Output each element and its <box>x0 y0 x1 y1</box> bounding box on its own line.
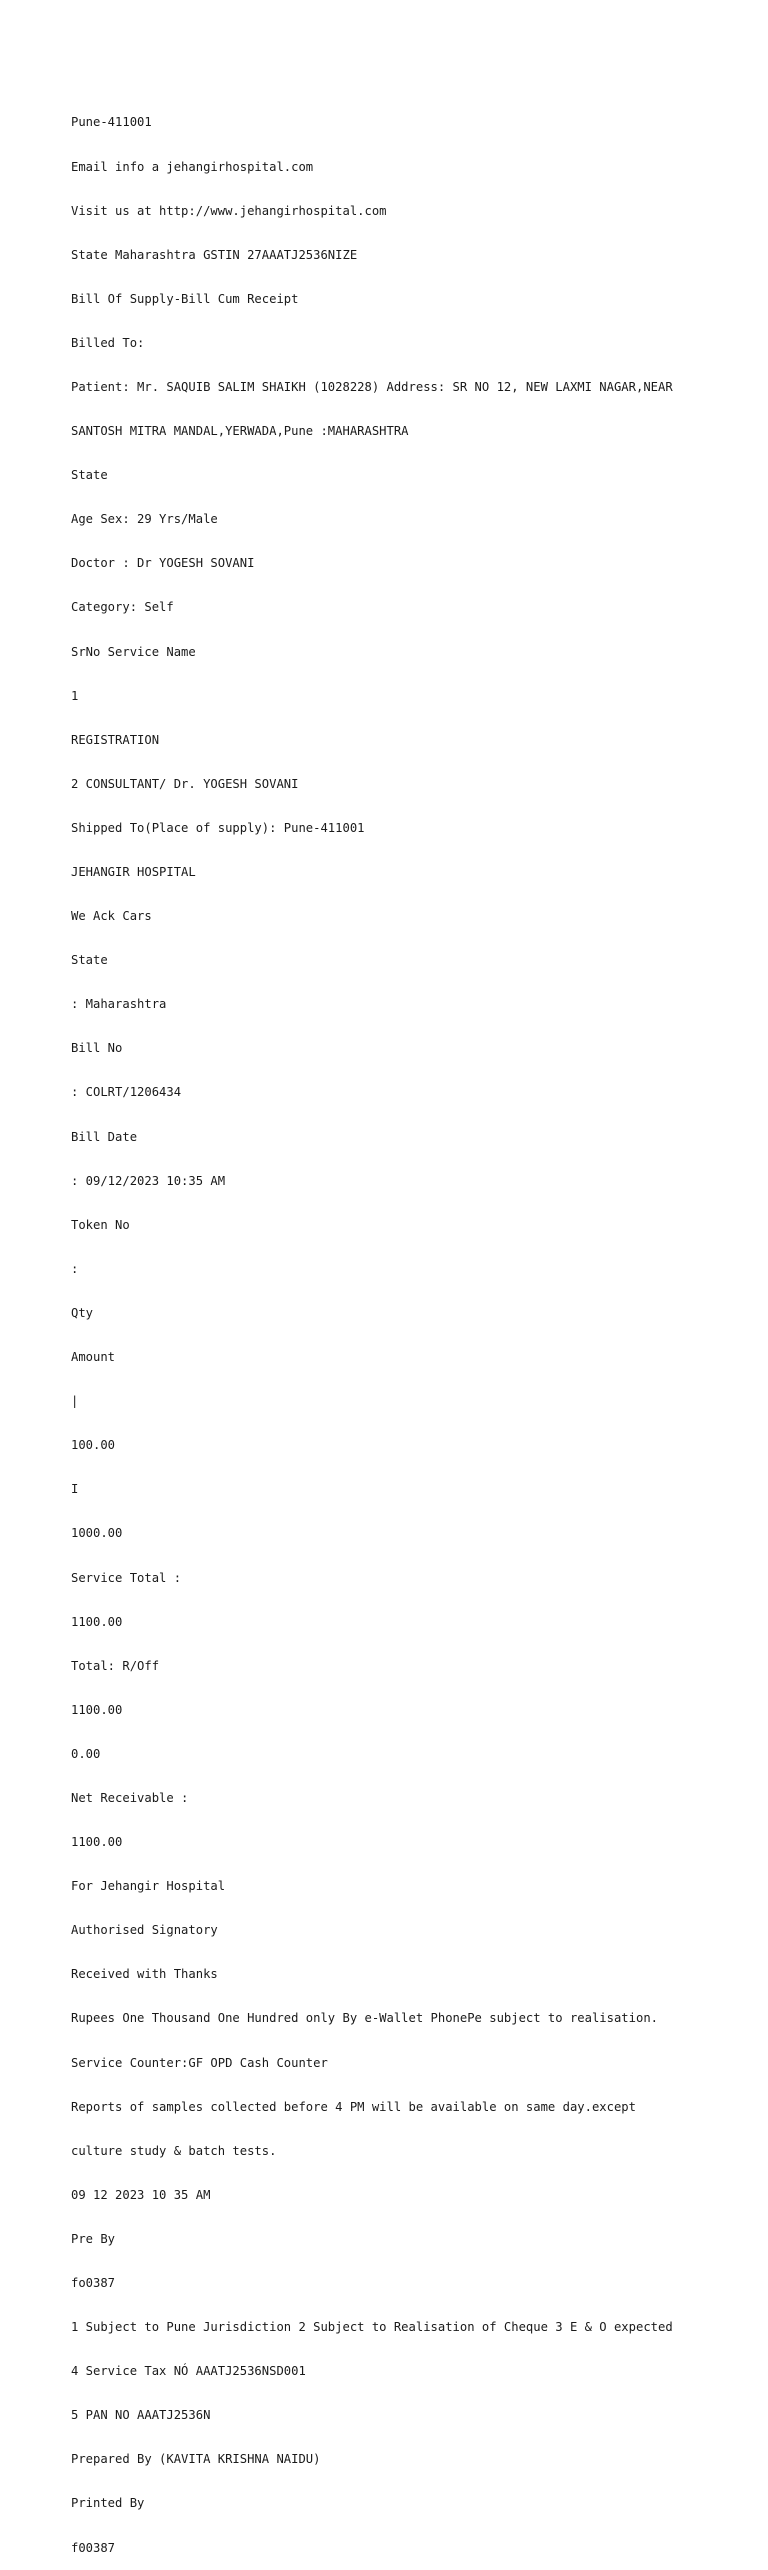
website-line: Visit us at http://www.jehangirhospital.com <box>71 203 387 218</box>
bill-title: Bill Of Supply-Bill Cum Receipt <box>71 291 299 306</box>
pre-by-value: fo0387 <box>71 2276 116 2290</box>
separator-bar: | <box>71 1394 79 1409</box>
bill-date-value: : 09/12/2023 10:35 AM <box>71 1173 226 1188</box>
terms-line-2: 4 Service Tax NÓ AAATJ2536NSD001 <box>71 2364 306 2379</box>
service-total-value: 1100.00 <box>71 1614 123 1629</box>
address-pin-line: Pune-411001 <box>71 115 152 130</box>
service-consultant: 2 CONSULTANT/ Dr. YOGESH SOVANI <box>71 776 299 791</box>
hospital-name: JEHANGIR HOSPITAL <box>71 865 196 879</box>
roff-value: 0.00 <box>71 1746 101 1761</box>
patient-line: Patient: Mr. SAQUIB SALIM SHAIKH (1028228) Address: SR NO 12, NEW LAXMI NAGAR,NEAR <box>71 379 673 394</box>
terms-line-1: 1 Subject to Pune Jurisdiction 2 Subject to Realisation of Cheque 3 E & O expected <box>71 2320 673 2335</box>
service-srno-1: 1 <box>71 688 79 703</box>
net-receivable-label: Net Receivable : <box>71 1790 189 1805</box>
service-header: SrNo Service Name <box>71 644 196 659</box>
service-total-label: Service Total : <box>71 1570 182 1585</box>
amount-consultant: 1000.00 <box>71 1526 123 1541</box>
state-label-2: State <box>71 953 108 968</box>
reports-note-cont: culture study & batch tests. <box>71 2143 277 2158</box>
gstin-line: State Maharashtra GSTIN 27AAATJ2536NIZE <box>71 247 358 262</box>
ack-line: We Ack Cars <box>71 909 152 924</box>
total-roff-label: Total: R/Off <box>71 1658 160 1673</box>
separator-i: I <box>71 1482 79 1497</box>
net-receivable-value: 1100.00 <box>71 1835 123 1850</box>
service-counter: Service Counter:GF OPD Cash Counter <box>71 2055 328 2070</box>
printed-by-label: Printed By <box>71 2496 145 2511</box>
service-registration: REGISTRATION <box>71 732 160 747</box>
total-value: 1100.00 <box>71 1702 123 1717</box>
token-no-value: : <box>71 1261 79 1276</box>
bill-date-label: Bill Date <box>71 1129 138 1144</box>
received-thanks: Received with Thanks <box>71 1967 218 1982</box>
qty-label: Qty <box>71 1305 94 1320</box>
authorised-signatory: Authorised Signatory <box>71 1923 218 1938</box>
for-hospital-line: For Jehangir Hospital <box>71 1879 226 1894</box>
amount-registration: 100.00 <box>71 1438 116 1453</box>
reports-note: Reports of samples collected before 4 PM will be available on same day.except <box>71 2099 636 2114</box>
token-no-label: Token No <box>71 1217 130 1232</box>
doctor-line: Doctor : Dr YOGESH SOVANI <box>71 556 255 571</box>
printed-by-value: f00387 <box>71 2540 116 2555</box>
bill-no-value: : COLRT/1206434 <box>71 1085 182 1100</box>
prepared-by: Prepared By (KAVITA KRISHNA NAIDU) <box>71 2452 321 2467</box>
patient-address-line: SANTOSH MITRA MANDAL,YERWADA,Pune :MAHARASHTRA <box>71 424 409 439</box>
amount-label: Amount <box>71 1350 116 1365</box>
pre-by-label: Pre By <box>71 2231 116 2246</box>
amount-in-words: Rupees One Thousand One Hundred only By e-Wallet PhonePe subject to realisation. <box>71 2011 658 2026</box>
email-line: Email info a jehangirhospital.com <box>71 159 314 174</box>
category-line: Category: Self <box>71 600 174 615</box>
age-sex-line: Age Sex: 29 Yrs/Male <box>71 512 218 527</box>
terms-line-3: 5 PAN NO AAATJ2536N <box>71 2408 211 2423</box>
state-label: State <box>71 468 108 483</box>
bill-no-label: Bill No <box>71 1041 123 1056</box>
billed-to-label: Billed To: <box>71 335 145 350</box>
shipped-to-line: Shipped To(Place of supply): Pune-411001 <box>71 820 365 835</box>
bill-document <box>71 86 751 2570</box>
state-value: : Maharashtra <box>71 997 167 1012</box>
print-timestamp: 09 12 2023 10 35 AM <box>71 2187 211 2202</box>
